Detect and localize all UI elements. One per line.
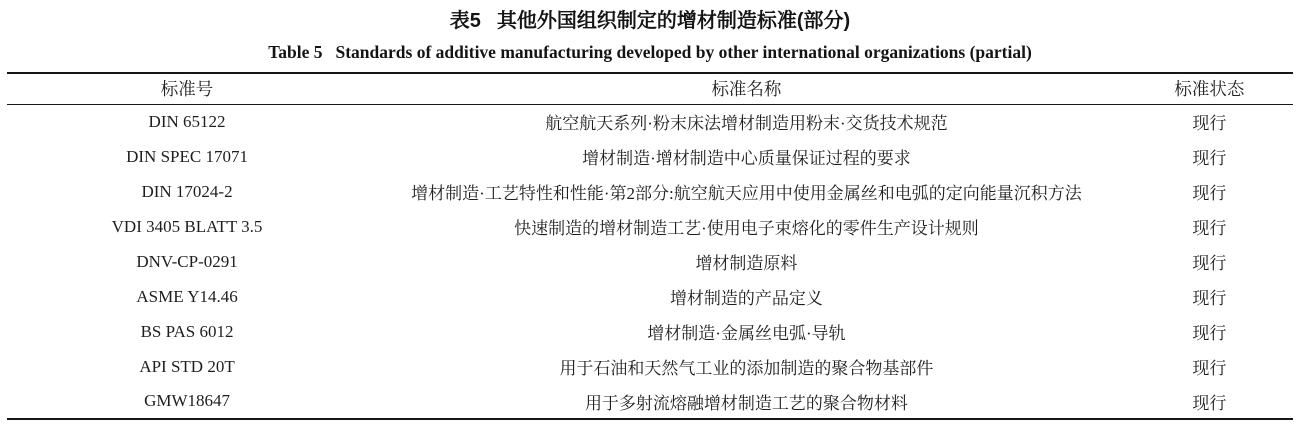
table-caption-zh-label: 表5 <box>449 10 481 32</box>
cell-standard-name: 增材制造原料 <box>695 254 798 273</box>
cell-standard-name: 增材制造·增材制造中心质量保证过程的要求 <box>582 149 911 168</box>
table-header <box>7 73 1293 104</box>
cell-standard-no: DIN 17024-2 <box>141 181 233 201</box>
table-row <box>7 209 1293 244</box>
cell-standard-status: 现行 <box>1192 393 1227 413</box>
table-row <box>7 384 1293 419</box>
table-caption-zh-title: 其他外国组织制定的增材制造标准(部分) <box>496 10 851 32</box>
cell-standard-status: 现行 <box>1192 254 1227 273</box>
table-row <box>7 279 1293 314</box>
col-header-standard-name: 标准名称 <box>711 79 782 100</box>
cell-standard-no: DIN SPEC 17071 <box>126 146 248 166</box>
cell-standard-status: 现行 <box>1192 184 1227 203</box>
cell-standard-status: 现行 <box>1192 359 1227 378</box>
table-row <box>7 104 1293 139</box>
cell-standard-status: 现行 <box>1192 289 1227 308</box>
cell-standard-name: 快速制造的增材制造工艺·使用电子束熔化的零件生产设计规则 <box>514 219 979 238</box>
table-body <box>7 104 1293 419</box>
cell-standard-no: GMW18647 <box>144 391 231 410</box>
table-caption-en-label: Table 5 <box>268 42 323 62</box>
cell-standard-no: API STD 20T <box>139 356 235 376</box>
table-caption-en-title: Standards of additive manufacturing developed by other international organizations (partial) <box>335 42 1032 62</box>
cell-standard-name: 增材制造的产品定义 <box>669 289 823 308</box>
table-row <box>7 244 1293 279</box>
cell-standard-name: 增材制造·金属丝电弧·导轨 <box>647 324 846 343</box>
table-caption-zh <box>0 9 1300 33</box>
cell-standard-name: 用于石油和天然气工业的添加制造的聚合物基部件 <box>559 359 934 378</box>
standards-table <box>7 72 1293 420</box>
cell-standard-no: DNV-CP-0291 <box>136 251 238 271</box>
cell-standard-status: 现行 <box>1192 114 1227 134</box>
cell-standard-no: ASME Y14.46 <box>136 286 238 306</box>
table-row <box>7 349 1293 384</box>
table-caption-en <box>0 42 1300 63</box>
col-header-standard-status: 标准状态 <box>1174 79 1245 100</box>
cell-standard-name: 航空航天系列·粉末床法增材制造用粉末·交货技术规范 <box>545 114 948 134</box>
table-row <box>7 314 1293 349</box>
cell-standard-no: DIN 65122 <box>148 111 226 131</box>
cell-standard-name: 增材制造·工艺特性和性能·第2部分:航空航天应用中使用金属丝和电弧的定向能量沉积方法 <box>411 184 1082 203</box>
cell-standard-status: 现行 <box>1192 149 1227 168</box>
header-row <box>7 73 1293 104</box>
cell-standard-status: 现行 <box>1192 324 1227 343</box>
table-row <box>7 139 1293 174</box>
cell-standard-no: BS PAS 6012 <box>140 321 234 341</box>
cell-standard-no: VDI 3405 BLATT 3.5 <box>111 216 263 236</box>
cell-standard-status: 现行 <box>1192 219 1227 238</box>
cell-standard-name: 用于多射流熔融增材制造工艺的聚合物材料 <box>584 393 908 413</box>
table-row <box>7 174 1293 209</box>
col-header-standard-no: 标准号 <box>160 79 214 100</box>
